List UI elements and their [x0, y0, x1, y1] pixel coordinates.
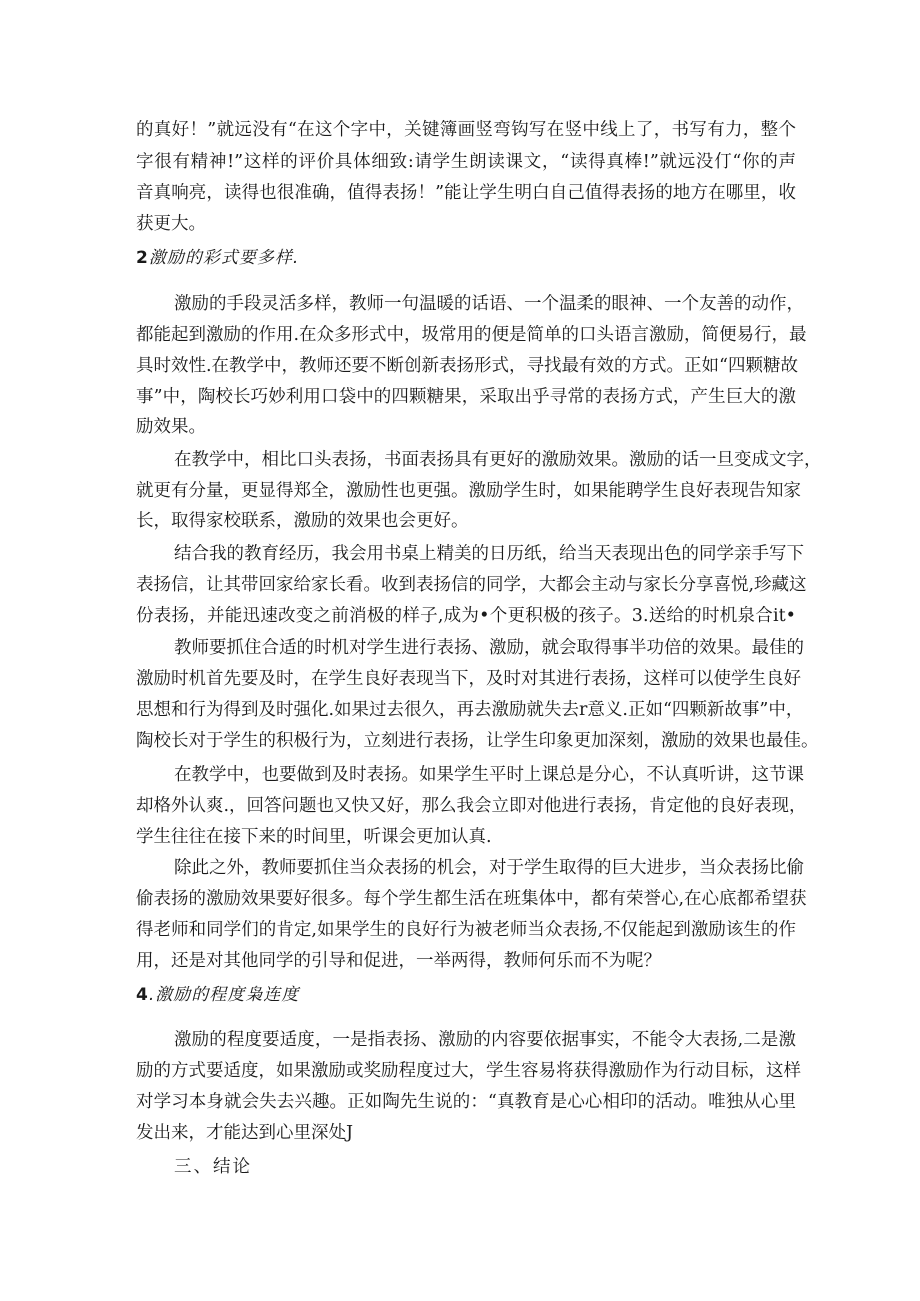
paragraph-line: 用，还是对其他同学的引导和促进，一举两得，教师何乐而不为呢？: [136, 951, 661, 971]
paragraph-line: 得老师和同学们的肯定,如果学生的良好行为被老师当众表扬,不仅能起到激励该生的作: [136, 920, 796, 940]
section-heading: [136, 246, 796, 270]
paragraph-line: 音真响亮，读得也很准确，值得表扬！”能让学生明白自己值得表扬的地方在哪里，收: [136, 183, 796, 203]
paragraph-line: 在教学中，相比口头表扬，书面表扬具有更好的激励效果。激励的话一旦变成文字，: [174, 450, 822, 470]
paragraph-line: 表扬信，让其带回家给家长看。收到表扬信的同学，大都会主动与家长分享喜悦,珍藏这: [136, 575, 807, 595]
paragraph-line: 字很有精神!”这样的评价具体细致:请学生朗读课文，“读得真棒!”就远没仃“你的声: [136, 152, 796, 172]
paragraph-line: 学生往往在接下来的时间里，听课会更加认真.: [136, 827, 492, 847]
paragraph-line: 励效果。: [136, 417, 206, 437]
conclusion-heading: 三、结论: [174, 1157, 252, 1177]
paragraph-line: 具时效性.在教学中，教师还要不断创新表扬形式，寻找最有效的方式。正如“四颗糖故: [136, 356, 799, 376]
paragraph-line: 就更有分量，更显得郑全，激励性也更强。激励学生时，如果能聘学生良好表现告知家: [136, 481, 801, 501]
heading-text: .激励的程度枭连度: [148, 985, 300, 1005]
paragraph-line: 的真好！”就远没有“在这个字中，关键簿画竖弯钩写在竖中线上了，书写有力，整个: [136, 120, 796, 140]
paragraph-line: 对学习本身就会失去兴趣。正如陶先生说的：“真教育是心心相印的活动。唯独从心里: [136, 1092, 796, 1112]
paragraph-line: 却格外认爽.，回答问题也又快又好，那么我会立即对他进行表扬，肯定他的良好表现，: [136, 796, 807, 816]
paragraph-line: 激励时机首先要及时，在学生良好表现当下，及时对其进行表扬，这样可以使学生良好: [136, 669, 801, 689]
paragraph-line: 激励的手段灵活多样，教师一句温暖的话语、一个温柔的眼神、一个友善的动作，: [174, 294, 804, 314]
section-heading: [136, 983, 796, 1007]
paragraph-line: 都能起到激励的作用.在众多形式中，圾常用的便是简单的口头语言激励，简便易行，最: [136, 325, 807, 345]
paragraph-line: 励的方式要适度，如果激励或奖励程度过大，学生容易将获得激励作为行动目标，这样: [136, 1061, 801, 1081]
heading-text: 激励的彩式要多样.: [148, 248, 300, 268]
paragraph-line: 长，取得家校联系，激励的效果也会更好。: [136, 511, 469, 531]
paragraph-line: 激励的程度要适度，一是指表扬、激励的内容要依据事实，不能令大表扬,二是激: [174, 1030, 796, 1050]
paragraph-line: 陶校长对于学生的积极行为，立刻进行表扬，让学生印象更加深刻，激励的效果也最佳。: [136, 731, 819, 751]
paragraph-line: 思想和行为得到及时强化.如果过去很久，再去激励就失去r意义.正如“四颗新故事”中，: [136, 700, 804, 720]
paragraph-line: 偷表扬的激励效果要好很多。每个学生都生活在班集体中，都有荣誉心,在心底都希望获: [136, 889, 807, 909]
paragraph-line: 份表扬，并能迅速改变之前消极的样子,成为•个更积极的孩子。3.送给的时机泉合it•: [136, 606, 796, 626]
paragraph-line: 结合我的教育经历，我会用书桌上精美的日历纸，给当天表现出色的同学亲手写下: [174, 544, 804, 564]
paragraph-line: 教师要抓住合适的时机对学生进行表扬、激励，就会取得事半功倍的效果。最佳的: [174, 638, 804, 658]
paragraph-line: 获更大。: [136, 214, 206, 234]
paragraph-line: 在教学中，也要做到及时表扬。如果学生平时上课总是分心，不认真听讲，这节课: [174, 765, 804, 785]
paragraph-line: 除此之外，教师要抓住当众表扬的机会，对于学生取得的巨大进步，当众表扬比偷: [174, 858, 804, 878]
paragraph-line: 发出来，才能达到心里深处J: [136, 1123, 354, 1143]
paragraph-line: 事”中，陶校长巧妙利用口袋中的四颗糖果，采取出乎寻常的表扬方式，产生巨大的激: [136, 387, 796, 407]
heading-number: 4: [136, 985, 149, 1005]
heading-number: 2: [136, 248, 149, 268]
